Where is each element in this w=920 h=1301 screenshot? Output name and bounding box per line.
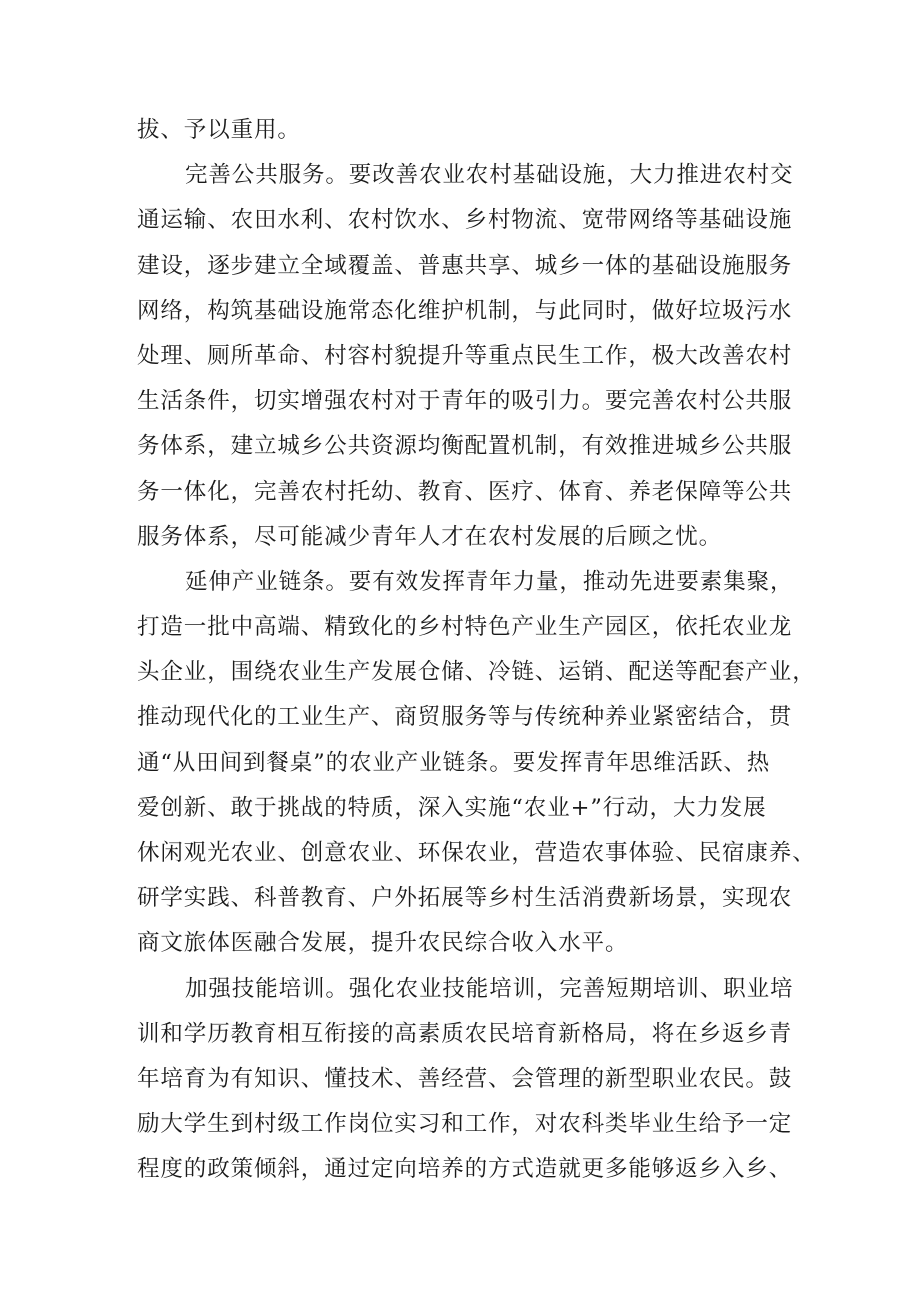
text-line: 商文旅体医融合发展，提升农民综合收入水平。 [137,930,629,957]
text-line: 通“从田间到餐桌”的农业产业链条。要发挥青年思维活跃、热 [137,749,771,776]
paragraph-skills-training [137,967,794,1193]
text-line: 网络，构筑基础设施常态化维护机制，与此同时，做好垃圾污水 [137,297,793,324]
text-line: 爱创新、敢于挑战的特质，深入实施“农业+”行动，大力发展 [137,794,767,821]
text-line: 务体系，建立城乡公共资源均衡配置机制，有效推进城乡公共服 [137,433,793,460]
paragraph-industry-chain [137,560,816,967]
text-line: 务一体化，完善农村托幼、教育、医疗、体育、养老保障等公共 [137,478,793,505]
text-line: 研学实践、科普教育、户外拓展等乡村生活消费新场景，实现农 [137,885,793,912]
text-line: 延伸产业链条。要有效发挥青年力量，推动先进要素集聚， [185,568,794,595]
paragraph-continuation [137,108,785,153]
text-line: 励大学生到村级工作岗位实习和工作，对农科类毕业生给予一定 [137,1111,793,1138]
text-line: 生活条件，切实增强农村对于青年的吸引力。要完善农村公共服 [137,388,793,415]
text-line: 头企业，围绕农业生产发展仓储、冷链、运销、配送等配套产业， [137,659,816,686]
text-line: 拔、予以重用。 [137,117,301,143]
paragraph-public-services [137,153,794,560]
text-line: 打造一批中高端、精致化的乡村特色产业生产园区，依托农业龙 [137,614,793,641]
text-line: 年培育为有知识、懂技术、善经营、会管理的新型职业农民。鼓 [137,1065,793,1092]
text-line: 处理、厕所革命、村容村貌提升等重点民生工作，极大改善农村 [137,342,793,369]
document-body [137,108,816,1193]
text-line: 服务体系，尽可能减少青年人才在农村发展的后顾之忧。 [137,523,723,550]
text-line: 训和学历教育相互衔接的高素质农民培育新格局，将在乡返乡青 [137,1020,793,1047]
text-line: 程度的政策倾斜，通过定向培养的方式造就更多能够返乡入乡、 [137,1156,793,1183]
text-line: 加强技能培训。强化农业技能培训，完善短期培训、职业培 [185,975,794,1002]
text-line: 通运输、农田水利、农村饮水、乡村物流、宽带网络等基础设施 [137,207,793,234]
text-line: 建设，逐步建立全域覆盖、普惠共享、城乡一体的基础设施服务 [137,252,793,279]
text-line: 推动现代化的工业生产、商贸服务等与传统种养业紧密结合，贯 [137,704,793,731]
text-line: 休闲观光农业、创意农业、环保农业，营造农事体验、民宿康养、 [137,840,816,866]
text-line: 完善公共服务。要改善农业农村基础设施，大力推进农村交 [185,162,794,189]
